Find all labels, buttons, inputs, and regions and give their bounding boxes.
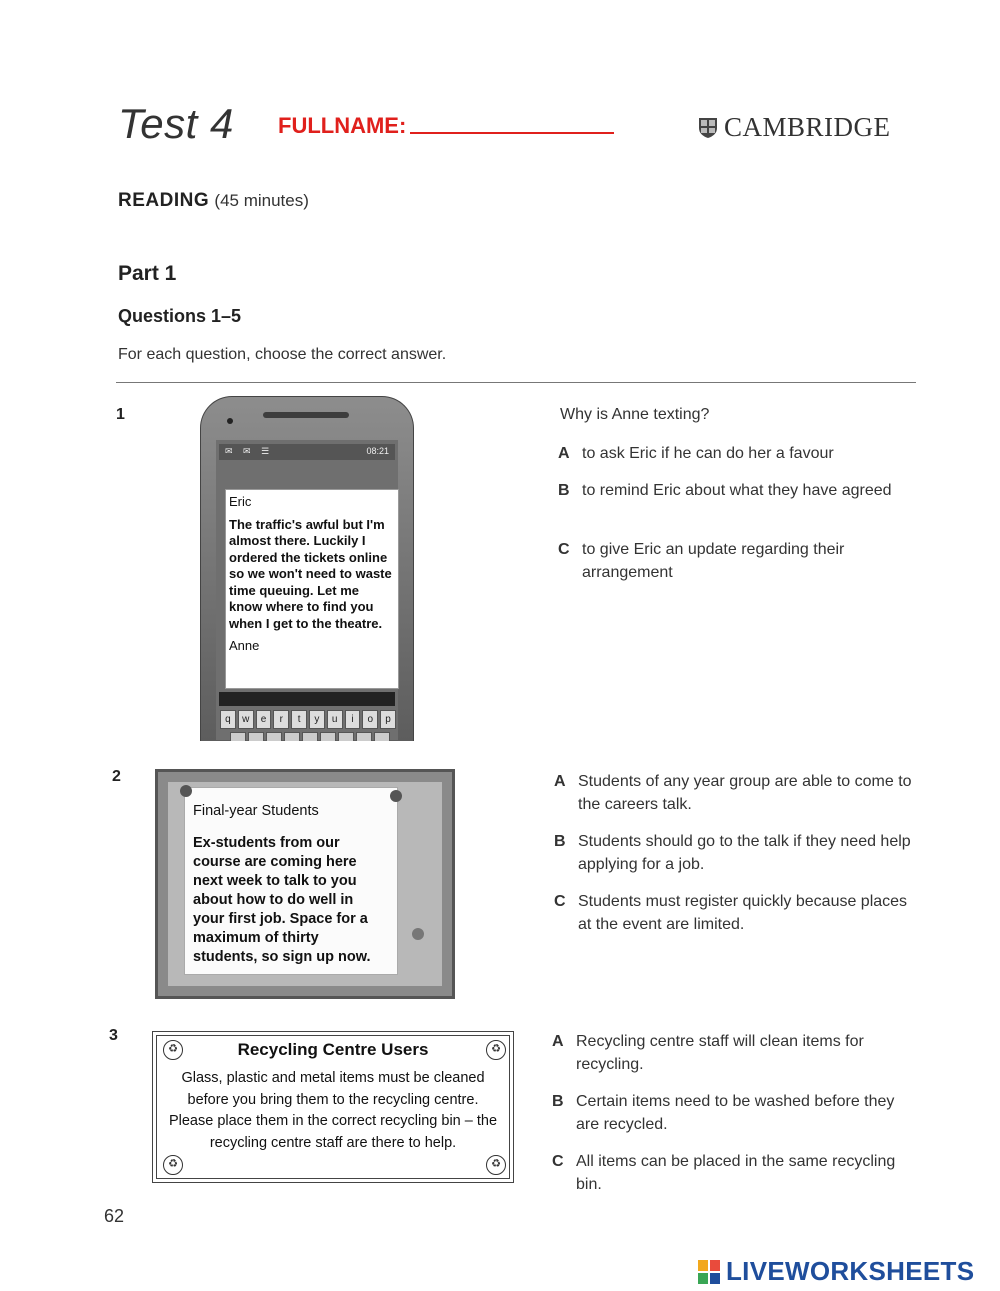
key [230,732,246,741]
message-sender: Anne [229,638,260,653]
option-text: to give Eric an update regarding their arrangement [582,541,845,581]
option-text: All items can be placed in the same recycling bin. [576,1153,896,1193]
liveworksheets-logo [698,1256,974,1287]
option-text: Recycling centre staff will clean items for recycling. [576,1033,864,1073]
key [320,732,336,741]
shield-icon [698,117,718,139]
lw-logo-icon [698,1260,720,1284]
fullname-label: FULLNAME: [278,113,407,138]
option-b[interactable] [552,1090,912,1136]
reading-duration: (45 minutes) [214,191,309,210]
key: y [309,710,325,729]
status-icons: ✉ ✉ ☰ [225,446,274,456]
key: r [273,710,289,729]
phone-status-bar [219,444,395,460]
key [248,732,264,741]
option-letter: C [558,541,570,558]
option-c[interactable] [552,1150,912,1196]
pushpin-icon [412,928,424,940]
publisher-name: CAMBRIDGE [724,112,891,142]
message-body: The traffic's awful but I'm almost there. Luckily I ordered the tickets online so we won't need to waste time queuing. Let me know where to find you when I get to the theatre. [229,516,392,631]
key [356,732,372,741]
option-c[interactable] [558,538,898,584]
option-a[interactable] [558,442,898,465]
key: e [256,710,272,729]
part-heading: Part 1 [118,262,177,285]
option-b[interactable] [554,830,914,876]
key: p [380,710,396,729]
key [266,732,282,741]
phone-keyboard-row [230,732,390,741]
question-number: 3 [109,1027,118,1044]
cambridge-logo [698,112,891,143]
option-letter: B [552,1093,564,1110]
key: q [220,710,236,729]
recycle-icon: ♻ [163,1040,183,1060]
phone-camera [227,418,233,424]
question-number: 1 [116,406,125,423]
status-time: 08:21 [366,446,389,456]
option-text: to ask Eric if he can do her a favour [582,445,834,462]
phone-nav-bar [219,692,395,706]
key [302,732,318,741]
sign-body: Glass, plastic and metal items must be cleaned before you bring them to the recycling centre. Please place them in the correct recycling bin – the recycling centre staff are there to help. [168,1070,498,1151]
question-prompt: Why is Anne texting? [560,406,710,423]
divider [116,382,916,383]
pushpin-icon [390,790,402,802]
pushpin-icon [180,785,192,797]
recycle-icon: ♻ [486,1040,506,1060]
option-letter: A [558,445,570,462]
key: o [362,710,378,729]
option-letter: B [558,482,570,499]
option-letter: C [552,1153,564,1170]
question-number: 2 [112,768,121,785]
option-text: to remind Eric about what they have agreed [582,482,892,499]
option-text: Students must register quickly because places at the event are limited. [578,893,908,933]
key: t [291,710,307,729]
recycle-icon: ♻ [486,1155,506,1175]
notice-body: Ex-students from our course are coming here next week to talk to you about how to do well in your first job. Space for a maximum of thirty students, so sign up now. [193,835,371,965]
option-a[interactable] [552,1030,912,1076]
instruction-text: For each question, choose the correct answer. [118,346,447,363]
fullname-input-line[interactable] [410,132,614,134]
section-heading [118,190,309,212]
message-recipient: Eric [229,494,252,509]
option-letter: C [554,893,566,910]
key [338,732,354,741]
key: w [238,710,254,729]
key [374,732,390,741]
key [284,732,300,741]
option-c[interactable] [554,890,914,936]
recycle-icon: ♻ [163,1155,183,1175]
option-b[interactable] [558,479,898,502]
test-title: Test 4 [118,100,234,147]
option-text: Students should go to the talk if they need help applying for a job. [578,833,911,873]
key: u [327,710,343,729]
text-message [229,494,394,655]
sign-title: Recycling Centre Users [237,1040,429,1059]
phone-keyboard [220,710,396,729]
notice-heading: Final-year Students [193,803,319,819]
option-text: Certain items need to be washed before they are recycled. [576,1093,895,1133]
option-letter: B [554,833,566,850]
option-text: Students of any year group are able to come to the careers talk. [578,773,912,813]
phone-speaker [263,412,349,418]
page-number: 62 [104,1206,125,1226]
key: i [345,710,361,729]
reading-label: READING [118,190,210,211]
notice-text [193,802,393,967]
option-a[interactable] [554,770,914,816]
questions-heading: Questions 1–5 [118,306,242,326]
brand-name: LIVEWORKSHEETS [726,1256,975,1286]
option-letter: A [554,773,566,790]
option-letter: A [552,1033,564,1050]
